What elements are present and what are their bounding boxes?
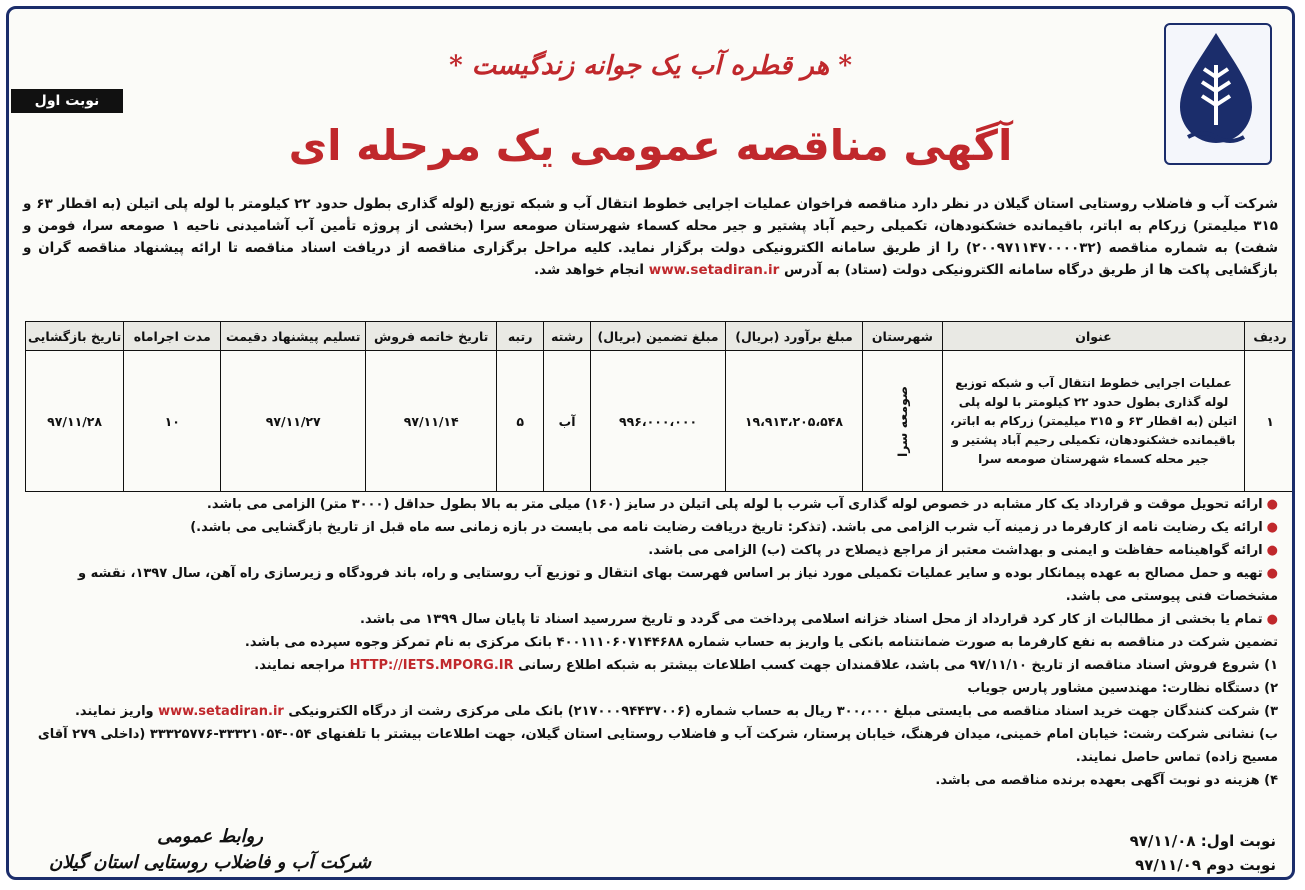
list-item-text: ارائه تحویل موقت و قرارداد یک کار مشابه در خصوص لوله گذاری آب شرب با لوله پلی اتیلن در سایز (۱۶۰) میلی متر به بالا بطول حداقل (۳۰۰۰ متر) الزامی می باشد. [206, 497, 1263, 512]
col-guarantee: مبلغ تضمین (بریال) [591, 322, 726, 351]
col-subject: عنوان [942, 322, 1244, 351]
list-item-text: ارائه گواهینامه حفاظت و ایمنی و بهداشت معتبر از مراجع ذیصلاح در پاکت (ب) الزامی می باشد. [648, 543, 1263, 558]
cell-estimate: ۱۹،۹۱۳،۲۰۵،۵۴۸ [726, 351, 863, 492]
list-item [23, 562, 1278, 608]
col-index: ردیف [1245, 322, 1295, 351]
website-link[interactable]: www.setadiran.ir [648, 262, 780, 278]
list-item [23, 539, 1278, 562]
list-item-text: تمام یا بخشی از مطالبات از کار کرد قرارداد از محل اسناد خزانه اسلامی پرداخت می گردد و تاریخ سررسید اسناد تا پایان سال ۱۳۹۹ می باشد. [360, 612, 1263, 627]
col-estimate: مبلغ برآورد (بریال) [726, 322, 863, 351]
round-badge: نوبت اول [11, 89, 123, 113]
item-3 [23, 700, 1278, 723]
bullet-icon: ● [1266, 497, 1278, 512]
col-duration: مدت اجراماه [124, 322, 221, 351]
item-4: ۴) هزینه دو نوبت آگهی بعهده برنده مناقصه می باشد. [935, 773, 1278, 788]
list-item-text: ارائه یک رضایت نامه از کارفرما در زمینه آب شرب الزامی می باشد. (تذکر: تاریخ دریافت رضایت نامه می بایست در بازه زمانی سه ماه قبل از تاریخ بازگشایی می باشد.) [190, 520, 1263, 535]
cell-sale-end: ۹۷/۱۱/۱۴ [366, 351, 497, 492]
tender-notice [6, 6, 1295, 880]
col-opening: تاریخ بازگشایی [26, 322, 124, 351]
col-sale-end: تاریخ خاتمه فروش [366, 322, 497, 351]
setadiran-link[interactable]: www.setadiran.ir [158, 704, 284, 719]
bullet-icon: ● [1266, 543, 1278, 558]
second-round-date: نوبت دوم ۹۷/۱۱/۰۹ [1135, 856, 1276, 874]
address: ب) نشانی شرکت رشت: خیابان امام خمینی، میدان فرهنگ، خیابان پرستار، شرکت آب و فاضلاب روستایی استان گیلان، جهت اطلاعات بیشتر با تلفنهای ۰۵۴-۳۳۳۲۱۰۵۴-۳۳۳۲۵۷۷۶ (داخلی ۲۷۹ آقای مسیح زاده) تماس حاصل نمایند. [37, 727, 1278, 765]
table-header-row [26, 322, 1296, 351]
signature-dept: روابط عمومی [157, 826, 263, 847]
item-1 [23, 654, 1278, 677]
iets-link[interactable]: HTTP://IETS.MPORG.IR [349, 658, 514, 673]
cell-field: آب [544, 351, 591, 492]
cell-opening: ۹۷/۱۱/۲۸ [26, 351, 124, 492]
bullet-icon: ● [1266, 566, 1278, 581]
first-round-date: نوبت اول: ۹۷/۱۱/۰۸ [1129, 832, 1276, 850]
publication-dates [1130, 829, 1276, 877]
col-submit: تسلیم پیشنهاد دقیمت [221, 322, 366, 351]
list-item [23, 493, 1278, 516]
col-city: شهرستان [862, 322, 942, 351]
guarantee-text: تضمین شرکت در مناقصه به نفع کارفرما به صورت ضمانتنامه بانکی یا واریز به حساب شماره ۴۰۰۱۱۱۰۶۰۷۱۴۴۶۸۸ بانک مرکزی به نام تمرکز وجوه سپرده می باشد. [244, 635, 1278, 650]
list-item-text: تهیه و حمل مصالح به عهده پیمانکار بوده و سایر عملیات تکمیلی مورد نیاز بر اساس فهرست بهای انتقال و توزیع آب روستایی و راه، باند فرودگاه و زیرسازی راه آهن، سال ۱۳۹۷، نقشه و مشخصات فنی پیوستی می باشد. [78, 566, 1278, 604]
item-1-text: ۱) شروع فروش اسناد مناقصه از تاریخ ۹۷/۱۱/۱۰ می باشد، علاقمندان جهت کسب اطلاعات بیشتر به شبکه اطلاع رسانی [518, 658, 1278, 673]
city-text: صومعه سرا [894, 385, 910, 457]
item-3-text: ۳) شرکت کنندگان جهت خرید اسناد مناقصه می بایستی مبلغ ۳۰۰،۰۰۰ ریال به حساب شماره (۲۱۷۰۰۰۹۴۴۳۷۰۰۶) بانک ملی مرکزی رشت از درگاه الکترونیکی [288, 704, 1278, 719]
cell-grade: ۵ [497, 351, 544, 492]
col-grade: رتبه [497, 322, 544, 351]
cell-guarantee: ۹۹۶،۰۰۰،۰۰۰ [591, 351, 726, 492]
col-field: رشته [544, 322, 591, 351]
list-item [23, 608, 1278, 631]
intro-text-end: انجام خواهد شد. [534, 262, 645, 278]
cell-subject: عملیات اجرایی خطوط انتقال آب و شبکه توزیع لوله گذاری بطول حدود ۲۲ کیلومتر با لوله پلی اتیلن (به اقطار ۶۳ و ۳۱۵ میلیمتر) زرکام به اباتر، باقیمانده خشکنودهان، تکمیلی رحیم آباد پشتیر و جیر محله کسماء شهرستان صومعه سرا [942, 351, 1244, 492]
conditions-list [23, 493, 1278, 792]
page-title: آگهی مناقصه عمومی یک مرحله ای [288, 121, 1013, 170]
tender-table [25, 321, 1295, 492]
slogan: * هر قطره آب یک جوانه زندگیست * [449, 51, 852, 81]
item-2: ۲) دستگاه نظارت: مهندسین مشاور پارس جویاب [967, 681, 1278, 696]
list-item [23, 516, 1278, 539]
signature-company: شرکت آب و فاضلاب روستایی استان گیلان [49, 852, 372, 873]
cell-city [862, 351, 942, 492]
signature [49, 824, 371, 876]
intro-paragraph [23, 193, 1278, 281]
intro-text: شرکت آب و فاضلاب روستایی استان گیلان در نظر دارد مناقصه فراخوان عملیات اجرایی خطوط انتقال آب و شبکه توزیع (لوله گذاری بطول حدود ۲۲ کیلومتر با لوله پلی اتیلن (به اقطار ۶۳ و ۳۱۵ میلیمتر) زرکام به اباتر، باقیمانده خشکنودهان، تکمیلی رحیم آباد پشتیر و جیر محله کسماء شهرستان صومعه سرا (بخشی از پروژه تأمین آب آشامیدنی ناحیه ۱ صومعه سرا، فومن و شفت) به شماره مناقصه (۲۰۰۹۷۱۱۴۷۰۰۰۰۳۲) را از طریق سامانه الکترونیکی دولت برگزار نماید. کلیه مراحل برگزاری مناقصه از دریافت اسناد مناقصه تا ارائه پیشنهاد مناقصه گران و بازگشایی پاکت ها از طریق درگاه سامانه الکترونیکی دولت (ستاد) به آدرس [23, 196, 1279, 278]
cell-index: ۱ [1245, 351, 1295, 492]
item-3-text-end: واریز نمایند. [74, 704, 154, 719]
cell-submit: ۹۷/۱۱/۲۷ [221, 351, 366, 492]
item-1-text-end: مراجعه نمایند. [254, 658, 346, 673]
cell-duration: ۱۰ [124, 351, 221, 492]
bullet-icon: ● [1266, 612, 1278, 627]
table-row [26, 351, 1296, 492]
bullet-icon: ● [1266, 520, 1278, 535]
